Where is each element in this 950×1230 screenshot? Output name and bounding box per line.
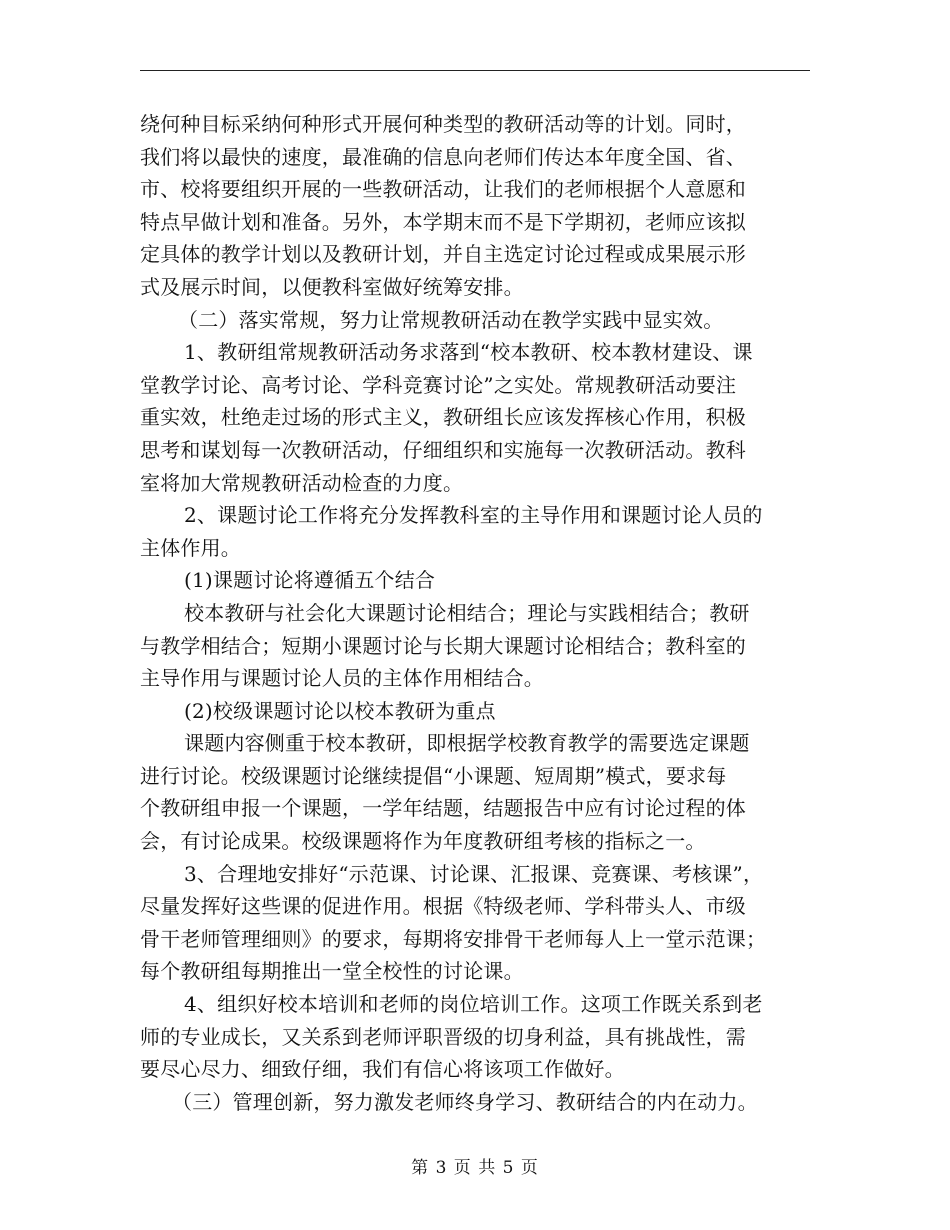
text-line: 2、课题讨论工作将充分发挥教科室的主导作用和课题讨论人员的 [184,503,763,528]
text-line: 市、校将要组织开展的一些教研活动，让我们的老师根据个人意愿和 [140,177,746,202]
text-line: 主导作用与课题讨论人员的主体作用相结合。 [140,666,544,691]
text-line: (1)课题讨论将遵循五个结合 [184,568,436,593]
text-line: 进行讨论。校级课题讨论继续提倡“小课题、短周期”模式，要求每 [140,763,727,788]
text-line: 式及展示时间，以便教科室做好统筹安排。 [140,274,524,299]
text-line: 4、组织好校本培训和老师的岗位培训工作。这项工作既关系到老 [184,992,763,1017]
text-line: 个教研组申报一个课题，一学年结题，结题报告中应有讨论过程的体 [140,796,746,821]
text-line: 1、教研组常规教研活动务求落到“校本教研、校本教材建设、课 [184,340,753,365]
text-line: 特点早做计划和准备。另外，本学期末而不是下学期初，老师应该拟 [140,209,746,234]
text-line: 重实效，杜绝走过场的形式主义，教研组长应该发挥核心作用，积极 [140,405,746,430]
text-line: 与教学相结合；短期小课题讨论与长期大课题讨论相结合；教科室的 [140,633,746,658]
header-rule [140,70,810,71]
text-line: 会，有讨论成果。校级课题将作为年度教研组考核的指标之一。 [140,829,706,854]
document-body [140,108,810,1118]
page-number: 第 3 页 共 5 页 [411,1158,539,1178]
text-line: 绕何种目标采纳何种形式开展何种类型的教研活动等的计划。同时， [140,112,746,136]
text-line: （二）落实常规，努力让常规教研活动在教学实践中显实效。 [178,307,724,332]
text-line: 思考和谋划每一次教研活动，仔细组织和实施每一次教研活动。教科 [140,437,746,462]
text-line: 每个教研组每期推出一堂全校性的讨论课。 [140,959,524,984]
text-line: 堂教学讨论、高考讨论、学科竞赛讨论”之实处。常规教研活动要注 [140,372,737,397]
text-line: 我们将以最快的速度，最准确的信息向老师们传达本年度全国、省、 [140,144,746,169]
text-line: 要尽心尽力、细致仔细，我们有信心将该项工作做好。 [140,1057,625,1082]
text-line: 骨干老师管理细则》的要求，每期将安排骨干老师每人上一堂示范课； [140,926,767,951]
text-line: （三）管理创新，努力激发老师终身学习、教研结合的内在动力。 [172,1089,758,1114]
text-line: 尽量发挥好这些课的促进作用。根据《特级老师、学科带头人、市级 [140,894,746,919]
text-line: (2)校级课题讨论以校本教研为重点 [184,698,496,723]
text-line: 3、合理地安排好“示范课、讨论课、汇报课、竞赛课、考核课”， [184,861,764,886]
text-line: 师的专业成长，又关系到老师评职晋级的切身利益，具有挑战性，需 [140,1024,746,1049]
text-line: 定具体的教学计划以及教研计划，并自主选定讨论过程或成果展示形 [140,242,746,267]
text-line: 主体作用。 [140,535,241,560]
text-line: 课题内容侧重于校本教研，即根据学校教育教学的需要选定课题 [184,731,750,756]
text-line: 室将加大常规教研活动检查的力度。 [140,470,464,495]
text-line: 校本教研与社会化大课题讨论相结合；理论与实践相结合；教研 [184,600,750,625]
